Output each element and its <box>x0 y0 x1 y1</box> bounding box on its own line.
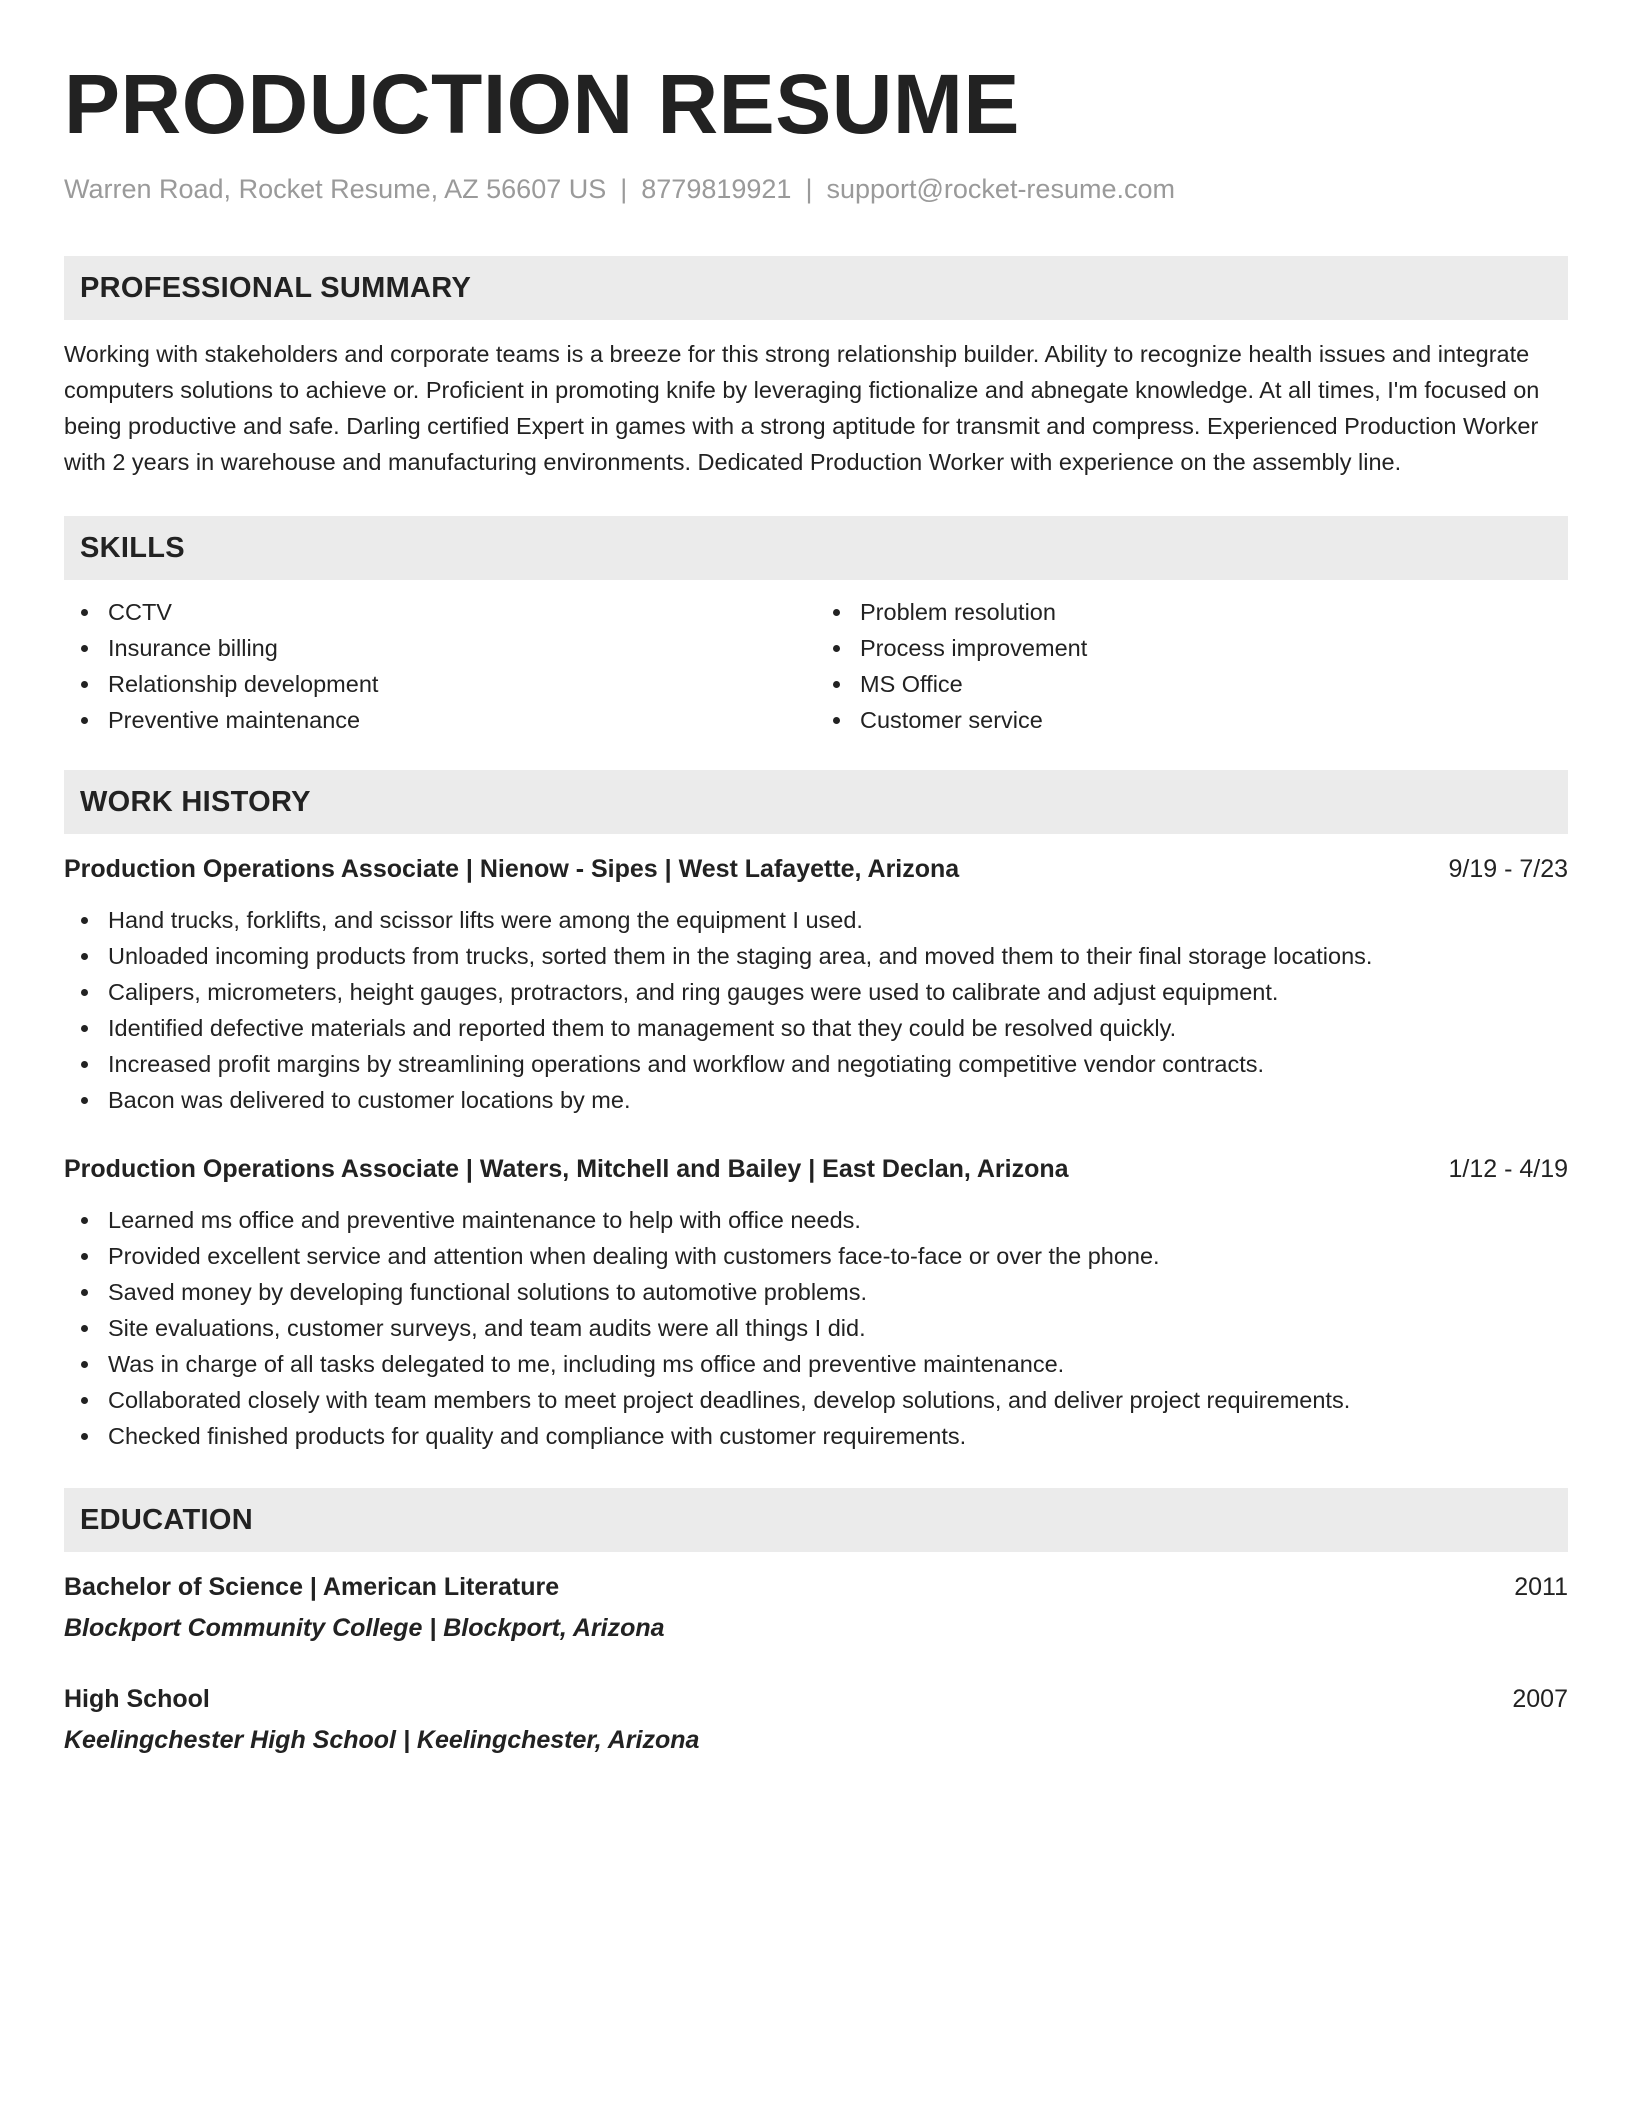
skill-item: Insurance billing <box>64 630 816 666</box>
job-bullets <box>64 1202 1568 1454</box>
job-bullet: Unloaded incoming products from trucks, sorted them in the staging area, and moved them to their final storage locations. <box>64 938 1568 974</box>
contact-separator: | <box>620 174 628 204</box>
resume-title: PRODUCTION RESUME <box>64 57 1020 151</box>
skill-item: Relationship development <box>64 666 816 702</box>
contact-address: Warren Road, Rocket Resume, AZ 56607 US <box>64 174 607 204</box>
education-degree: Bachelor of Science | American Literature <box>64 1573 560 1601</box>
section-header-skills: SKILLS <box>64 516 1568 580</box>
skill-item: Process improvement <box>816 630 1568 666</box>
job-bullet: Increased profit margins by streamlining operations and workflow and negotiating competitive vendor contracts. <box>64 1046 1568 1082</box>
education-degree: High School <box>64 1685 210 1713</box>
skill-item: Customer service <box>816 702 1568 738</box>
job-bullet: Provided excellent service and attention when dealing with customers face-to-face or over the phone. <box>64 1238 1568 1274</box>
skills-column-right <box>816 594 1568 738</box>
job-bullet: Site evaluations, customer surveys, and team audits were all things I did. <box>64 1310 1568 1346</box>
section-header-summary: PROFESSIONAL SUMMARY <box>64 256 1568 320</box>
education-year: 2007 <box>1512 1685 1568 1713</box>
education-header <box>64 1570 1568 1604</box>
job-bullet: Hand trucks, forklifts, and scissor lifts were among the equipment I used. <box>64 902 1568 938</box>
job-bullets <box>64 902 1568 1118</box>
section-header-education: EDUCATION <box>64 1488 1568 1552</box>
job-bullet: Checked finished products for quality and compliance with customer requirements. <box>64 1418 1568 1454</box>
job-title: Production Operations Associate | Waters, Mitchell and Bailey | East Declan, Arizona <box>64 1155 1069 1183</box>
skill-item: CCTV <box>64 594 816 630</box>
education-school: Keelingchester High School | Keelingchester, Arizona <box>64 1726 700 1754</box>
contact-separator: | <box>805 174 813 204</box>
education-year: 2011 <box>1514 1573 1568 1601</box>
contact-line <box>64 172 1568 206</box>
skill-item: Problem resolution <box>816 594 1568 630</box>
summary-text: Working with stakeholders and corporate teams is a breeze for this strong relationship builder. Ability to recognize health issues and integrate computers solutions to achieve or. Proficient in promoting knife by leveraging fictionalize and abnegate knowledge. At all times, I'm focused on being productive and safe. Darling certified Expert in games with a strong aptitude for transmit and compress. Experienced Production Worker with 2 years in warehouse and manufacturing environments. Dedicated Production Worker with experience on the assembly line. <box>64 341 1540 475</box>
job-bullet: Learned ms office and preventive maintenance to help with office needs. <box>64 1202 1568 1238</box>
job-header <box>64 1152 1568 1186</box>
job-title: Production Operations Associate | Nienow - Sipes | West Lafayette, Arizona <box>64 855 960 883</box>
job-bullet: Collaborated closely with team members to meet project deadlines, develop solutions, and deliver project requirements. <box>64 1382 1568 1418</box>
education-school: Blockport Community College | Blockport, Arizona <box>64 1614 665 1642</box>
contact-phone: 8779819921 <box>641 174 792 204</box>
education-header <box>64 1682 1568 1716</box>
skills-column-left <box>64 594 816 738</box>
skills-grid <box>64 594 1568 738</box>
job-dates: 9/19 - 7/23 <box>1448 855 1568 883</box>
job-dates: 1/12 - 4/19 <box>1448 1155 1568 1183</box>
skill-item: MS Office <box>816 666 1568 702</box>
job-header <box>64 852 1568 886</box>
job-bullet: Calipers, micrometers, height gauges, protractors, and ring gauges were used to calibrate and adjust equipment. <box>64 974 1568 1010</box>
job-bullet: Saved money by developing functional solutions to automotive problems. <box>64 1274 1568 1310</box>
contact-email: support@rocket-resume.com <box>826 174 1175 204</box>
section-header-work-history: WORK HISTORY <box>64 770 1568 834</box>
job-bullet: Bacon was delivered to customer locations by me. <box>64 1082 1568 1118</box>
job-bullet: Was in charge of all tasks delegated to me, including ms office and preventive maintenance. <box>64 1346 1568 1382</box>
job-bullet: Identified defective materials and reported them to management so that they could be resolved quickly. <box>64 1010 1568 1046</box>
skill-item: Preventive maintenance <box>64 702 816 738</box>
